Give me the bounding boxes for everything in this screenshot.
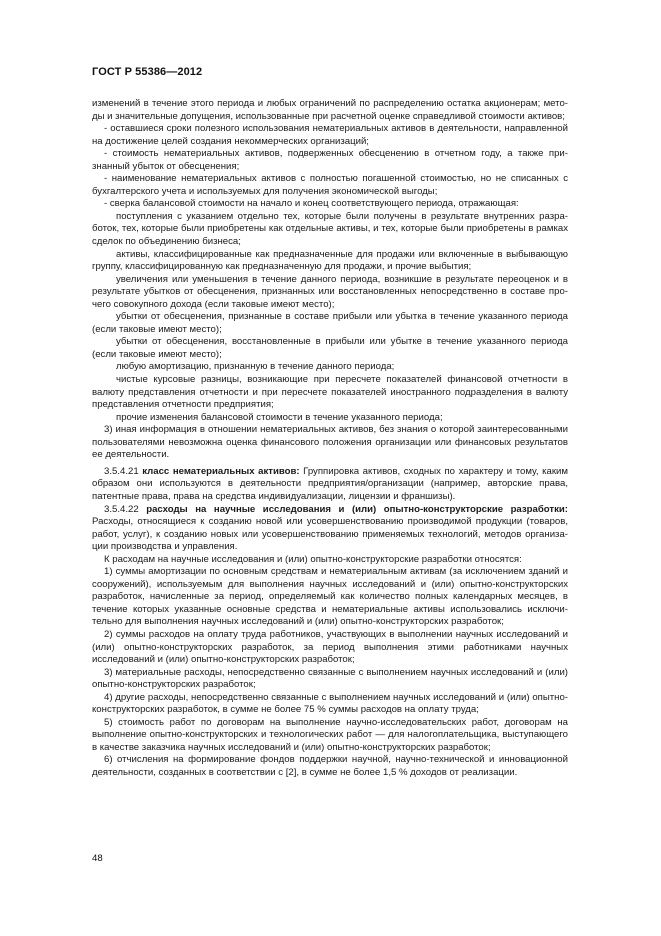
paragraph: К расходам на научные исследования и (или) опытно-конструкторские разработки относятся:: [104, 553, 522, 565]
section-3-5-4-21: [92, 466, 568, 504]
section-definition: Расходы, относящиеся к созданию новой или усовершенствованию производимой продукции (товаров, работ, услуг), к созданию новых или усовершенствованию применяемых технологий, методов организации производства и управления.: [92, 516, 568, 553]
list-item: 6) отчисления на формирование фондов поддержки научной, научно-технической и инновационной деятельности, созданных в соответствии с [2], в сумме не более 1,5 % доходов от реализации.: [92, 754, 568, 778]
list-item: 3) материальные расходы, непосредственно связанные с выполнением научных исследований и (или) опытно-конструкторских разработок;: [92, 666, 568, 691]
sub-item: убытки от обесценения, признанные в составе прибыли или убытка в течение указанного периода (если таковые имеют место);: [92, 311, 568, 335]
document-header: ГОСТ Р 55386—2012: [92, 66, 203, 78]
sub-item: активы, классифицированные как предназначенные для продажи или включенные в выбывающую группу, классифицированную как предназначенную для продажи, и прочие выбытия;: [92, 248, 568, 273]
section-term: расходы на научные исследования и (или) опытно-конструкторские разработки:: [146, 503, 568, 515]
list-item: - стоимость нематериальных активов, подверженных обесценению в отчетном году, а также признанный убыток от обесценения;: [92, 148, 568, 172]
list-item: - сверка балансовой стоимости на начало и конец соответствующего периода, отражающая:: [104, 198, 519, 210]
sub-item: увеличения или уменьшения в течение данного периода, возникшие в результате переоценок и в результате убытков от обесценения, признанных или восстановленных непосредственно в составе прочего совокупного дохода (если таковые имеют место);: [92, 273, 568, 310]
list-item: - оставшиеся сроки полезного использования нематериальных активов в деятельности, направленной на достижение целей создания некоммерческих организаций;: [92, 123, 568, 147]
sub-item: поступления с указанием отдельно тех, которые были получены в результате внутренних разработок, тех, которые были приобретены как отдельные активы, и тех, которые были приобретены в рамках сделок по объединению бизнеса;: [92, 210, 568, 248]
section-term: класс нематериальных активов:: [142, 465, 300, 477]
section-number: 3.5.4.22: [104, 503, 139, 515]
list-item: - наименование нематериальных активов с полностью погашенной стоимостью, но не списанных с бухгалтерского учета и используемых для получения экономической выгоды;: [92, 173, 568, 197]
section-number: 3.5.4.21: [104, 465, 139, 477]
list-item: 1) суммы амортизации по основным средствам и нематериальным активам (за исключением зданий и сооружений), используемым для выполнения научных исследований и (или) опытно-конструкторских разработок, начисленные за период, определяемый как количество полных календарных месяцев, в течение которых указанные основные средства и нематериальные активы использовались исключительно для выполнения научных исследований и (или) опытно-конструкторских разработок;: [92, 566, 568, 628]
sub-item: чистые курсовые разницы, возникающие при пересчете показателей финансовой отчетности в валюту представления отчетности и при пересчете показателей иностранного подразделения в валюту представления отчетности предприятия;: [92, 374, 568, 411]
sub-item: любую амортизацию, признанную в течение данного периода;: [116, 361, 395, 373]
section-3-5-4-22: [92, 504, 568, 554]
paragraph: изменений в течение этого периода и любых ограничений по распределению остатка акционерам; методы и значительные допущения, использованные при расчетной оценке справедливой стоимости активов;: [92, 98, 568, 122]
list-item: 3) иная информация в отношении нематериальных активов, без знания о которой заинтересованными пользователями невозможна оценка финансового положения организации или финансовых результатов ее деятельности.: [92, 424, 568, 461]
list-item: 5) стоимость работ по договорам на выполнение научно-исследовательских работ, договорам на выполнение опытно-конструкторских и технологических работ — для налогоплательщика, выступающего в качестве заказчика научных исследований и (или) опытно-конструкторских разработок;: [92, 716, 568, 753]
document-body: [92, 98, 568, 780]
list-item: 2) суммы расходов на оплату труда работников, участвующих в выполнении научных исследований и (или) опытно-конструкторских разработок, за период выполнения этими работниками научных исследований и (или) опытно-конструкторских разработок;: [92, 628, 568, 666]
page-number: 48: [92, 853, 103, 864]
section-definition: Группировка активов, сходных по характеру и тому, каким образом они используются в деятельности предприятия/организации (например, авторские права, патентные права, права на средства индивидуализации, лицензии и франшизы).: [92, 465, 568, 502]
list-item: 4) другие расходы, непосредственно связанные с выполнением научных исследований и (или) опытно-конструкторских разработок, в сумме не более 75 % суммы расходов на оплату труда;: [92, 691, 568, 716]
sub-item: убытки от обесценения, восстановленные в прибыли или убытке в течение указанного периода (если таковые имеют место);: [92, 336, 568, 360]
sub-item: прочие изменения балансовой стоимости в течение указанного периода;: [116, 411, 443, 423]
